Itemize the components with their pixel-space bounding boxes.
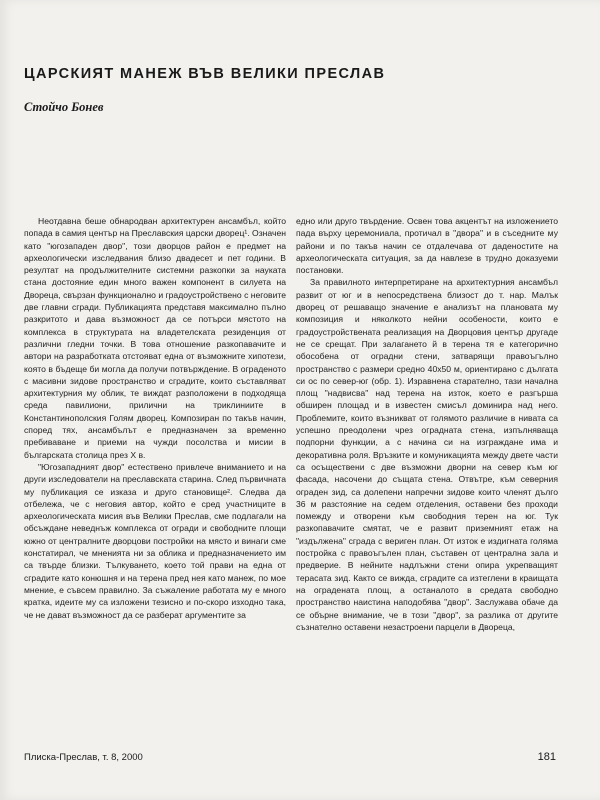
article-body (24, 215, 558, 750)
left-column (24, 215, 286, 750)
journal-citation: Плиска-Преслав, т. 8, 2000 (24, 752, 143, 763)
paragraph: За правилното интерпретиране на архитектурния ансамбъл развит от юг и в непосредствена близост до т. нар. Малък дворец от решаващо значение е анализът на плановата му композиция и няколкото нейни особености, които е градоустройствената реализация на Дворцовия център другаде не се срещат. При залагането й в терена тя е категорично обособена от оградни стени, затварящи правоъгълно пространство с размери средно 40х50 м, ориентирано с дългата си ос по север-юг (обр. 1). Изравнена старателно, тази начална площ "надвисва" над терена на изток, което е разгърша обширен площад и в известен смисъл доминира над него. Проблемите, които възникват от голямото различие в нивата са успешно преодолени чрез оградната стена, изпълняваща подпорни функции, а с начина си на изграждане има и декоративна роля. Връзките и комуникацията между двете части са осъществени с две възможни дворни на север към юг фасада, насочени до същата стена. Отвътре, към северния ограден зид, са долепени напречни зидове които членят дълго 36 м разстояние на седем отделения, оставени без проходи помежду и отворени към свободния терен на юг. Тук разкопавачите смятат, че е развит приземният етаж на "издължена" сграда с вериген план. От изток е издигната голяма постройка с правоъгълен план, съставен от централна зала и предверие. В нейните надлъжни стени опира укрепващият терасата зид. Както се вижда, сградите са изтеглени в краищата на оградената площ, а останалото в средата свободно пространство наистина наподобява "двор". Заслужава обаче да се обърне внимание, че в този "двор", за разлика от другите съзнателно оставени незастроени парцели в Двореца, (296, 277, 558, 632)
paragraph: "Югозападният двор" естествено привлече вниманието и на други изследователи на преславската старина. След първичната му публикация се изказа и друго становище². Следва да отбележа, че с неговия автор, който е сред участниците в археологическата мисия във Велики Преслав, сме подлагали на обсъждане неведнъж комплекса от огради и свободните площи южно от централните дворцови постройки на място и винаги сме констатирал, че мненията ни за облика и предназначението им са твърде близки. Тълкуването, което той прави на една от сградите като конюшня и на терена пред нея като манеж, по мое мнение, е съвсем правилно. За съжаление работата му е много кратка, идеите му са изложени тезисно и по-скоро изходно така, че не дават възможност да се разберат аргументите за (24, 461, 286, 620)
article-author: Стойчо Бонев (24, 100, 104, 114)
paragraph: едно или друго твърдение. Освен това акцентът на изложението пада върху церемониала, протичал в "двора" и в съседните му райони и по такъв начин се отдалечава от даденостите на археологическата ситуация, за да навлезе в трудно доказуеми постановки. (296, 216, 558, 276)
article-title: ЦАРСКИЯТ МАНЕЖ ВЪВ ВЕЛИКИ ПРЕСЛАВ (24, 66, 386, 82)
paragraph: Неотдавна беше обнародван архитектурен ансамбъл, който попада в самия център на Преславския царски дворец¹. Означен като "югозападен двор", този дворцов район е предмет на археологически изследвания близо двадесет и пет години. В резултат на продължителните системни разкопки за науката стана достояние един много важен компонент в силуета на Двореца, свързан функционално и градоустройствено с неговите две главни сгради. Публикацията представя максимално пълно разкритото и дава възможност да се потърси мястото на комплекса в структурата на владетелската резиденция от различни гледни точки. В това отношение разкопавачите и автори на разработката отстояват една от възможните хипотези, която в бъдеще би могла да получи потвърждение. В ограденото с масивни зидове пространство и сградите, които съставляват архитектурния му облик, те виждат разположени в подходяща среда павилиони, прилични на триклиниите в Константинополския Голям дворец. Композиран по такъв начин, според тях, ансамбълът е предназначен за временно пребиваване и приеми на чужди посолства и мисии в българската столица през Х в. (24, 216, 286, 460)
page-number: 181 (537, 751, 556, 763)
right-column (296, 215, 558, 750)
